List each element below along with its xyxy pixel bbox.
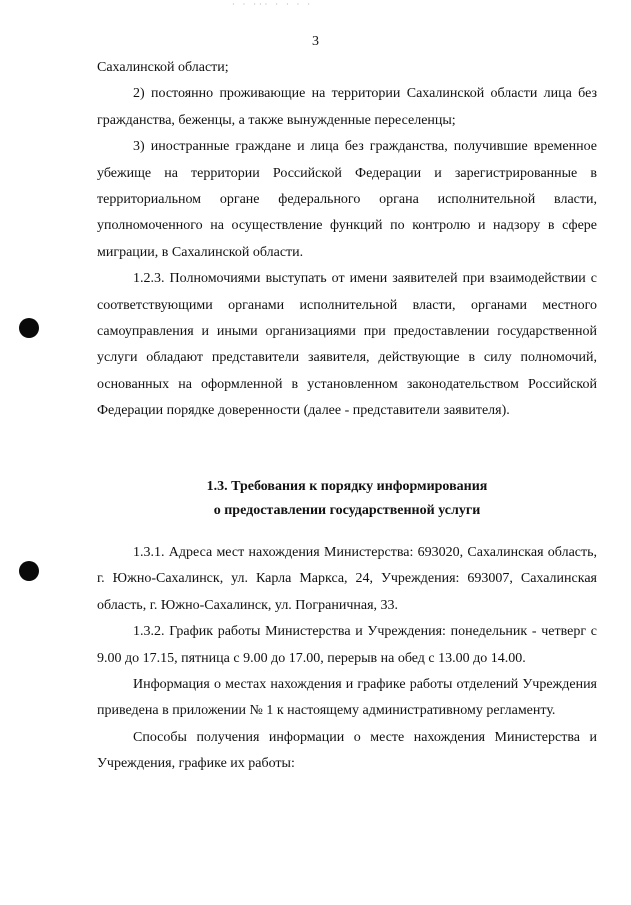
section-heading — [97, 475, 597, 523]
paragraph-1-2-3: 1.2.3. Полномочиями выступать от имени заявителей при взаимодействии с соответствующими органами исполнительной власти, органами местного самоуправления и иными организациями при предоставлении государственной услуги обладают представители заявителя, действующие в силу полномочий, основанных на оформленной в установленном законодательством Российской Федерации порядке доверенности (далее - представители заявителя). — [97, 271, 597, 419]
scan-artifact: · · ··· · · · · — [232, 0, 313, 9]
paragraph-item-2: 2) постоянно проживающие на территории Сахалинской области лица без гражданства, беженцы, а также вынужденные переселенцы; — [97, 86, 597, 128]
paragraph-continuation: Сахалинской области; — [97, 60, 229, 75]
paragraph-1-3-2: 1.3.2. График работы Министерства и Учреждения: понедельник - четверг с 9.00 до 17.15, пятница с 9.00 до 17.00, перерыв на обед с 13.00 до 14.00. — [97, 624, 597, 666]
punch-hole-lower — [19, 561, 39, 581]
body-text-top — [97, 55, 597, 425]
section-heading-line-1: 1.3. Требования к порядку информирования — [206, 479, 488, 494]
paragraph-info-methods: Способы получения информации о месте нахождения Министерства и Учреждения, графике их работы: — [97, 729, 597, 772]
body-text-bottom — [97, 540, 597, 778]
punch-hole-upper — [19, 318, 39, 338]
paragraph-branches-info: Информация о местах нахождения и графике работы отделений Учреждения приведена в приложении № 1 к настоящему административному регламенту. — [97, 677, 597, 719]
paragraph-1-3-1: 1.3.1. Адреса мест нахождения Министерства: 693020, Сахалинская область, г. Южно-Сахалинск, ул. Карла Маркса, 24, Учреждения: 693007, Сахалинская область, г. Южно-Сахалинск, ул. Пограничная, 33. — [97, 545, 597, 613]
paragraph-item-3: 3) иностранные граждане и лица без гражданства, получившие временное убежище на территории Российской Федерации и зарегистрированные в территориальном органе федерального органа исполнительной власти, уполномоченного на осуществление функций по контролю и надзору в сфере миграции, в Сахалинской области. — [97, 139, 597, 260]
section-heading-line-2: о предоставлении государственной услуги — [213, 503, 481, 518]
page-number: 3 — [312, 34, 319, 49]
